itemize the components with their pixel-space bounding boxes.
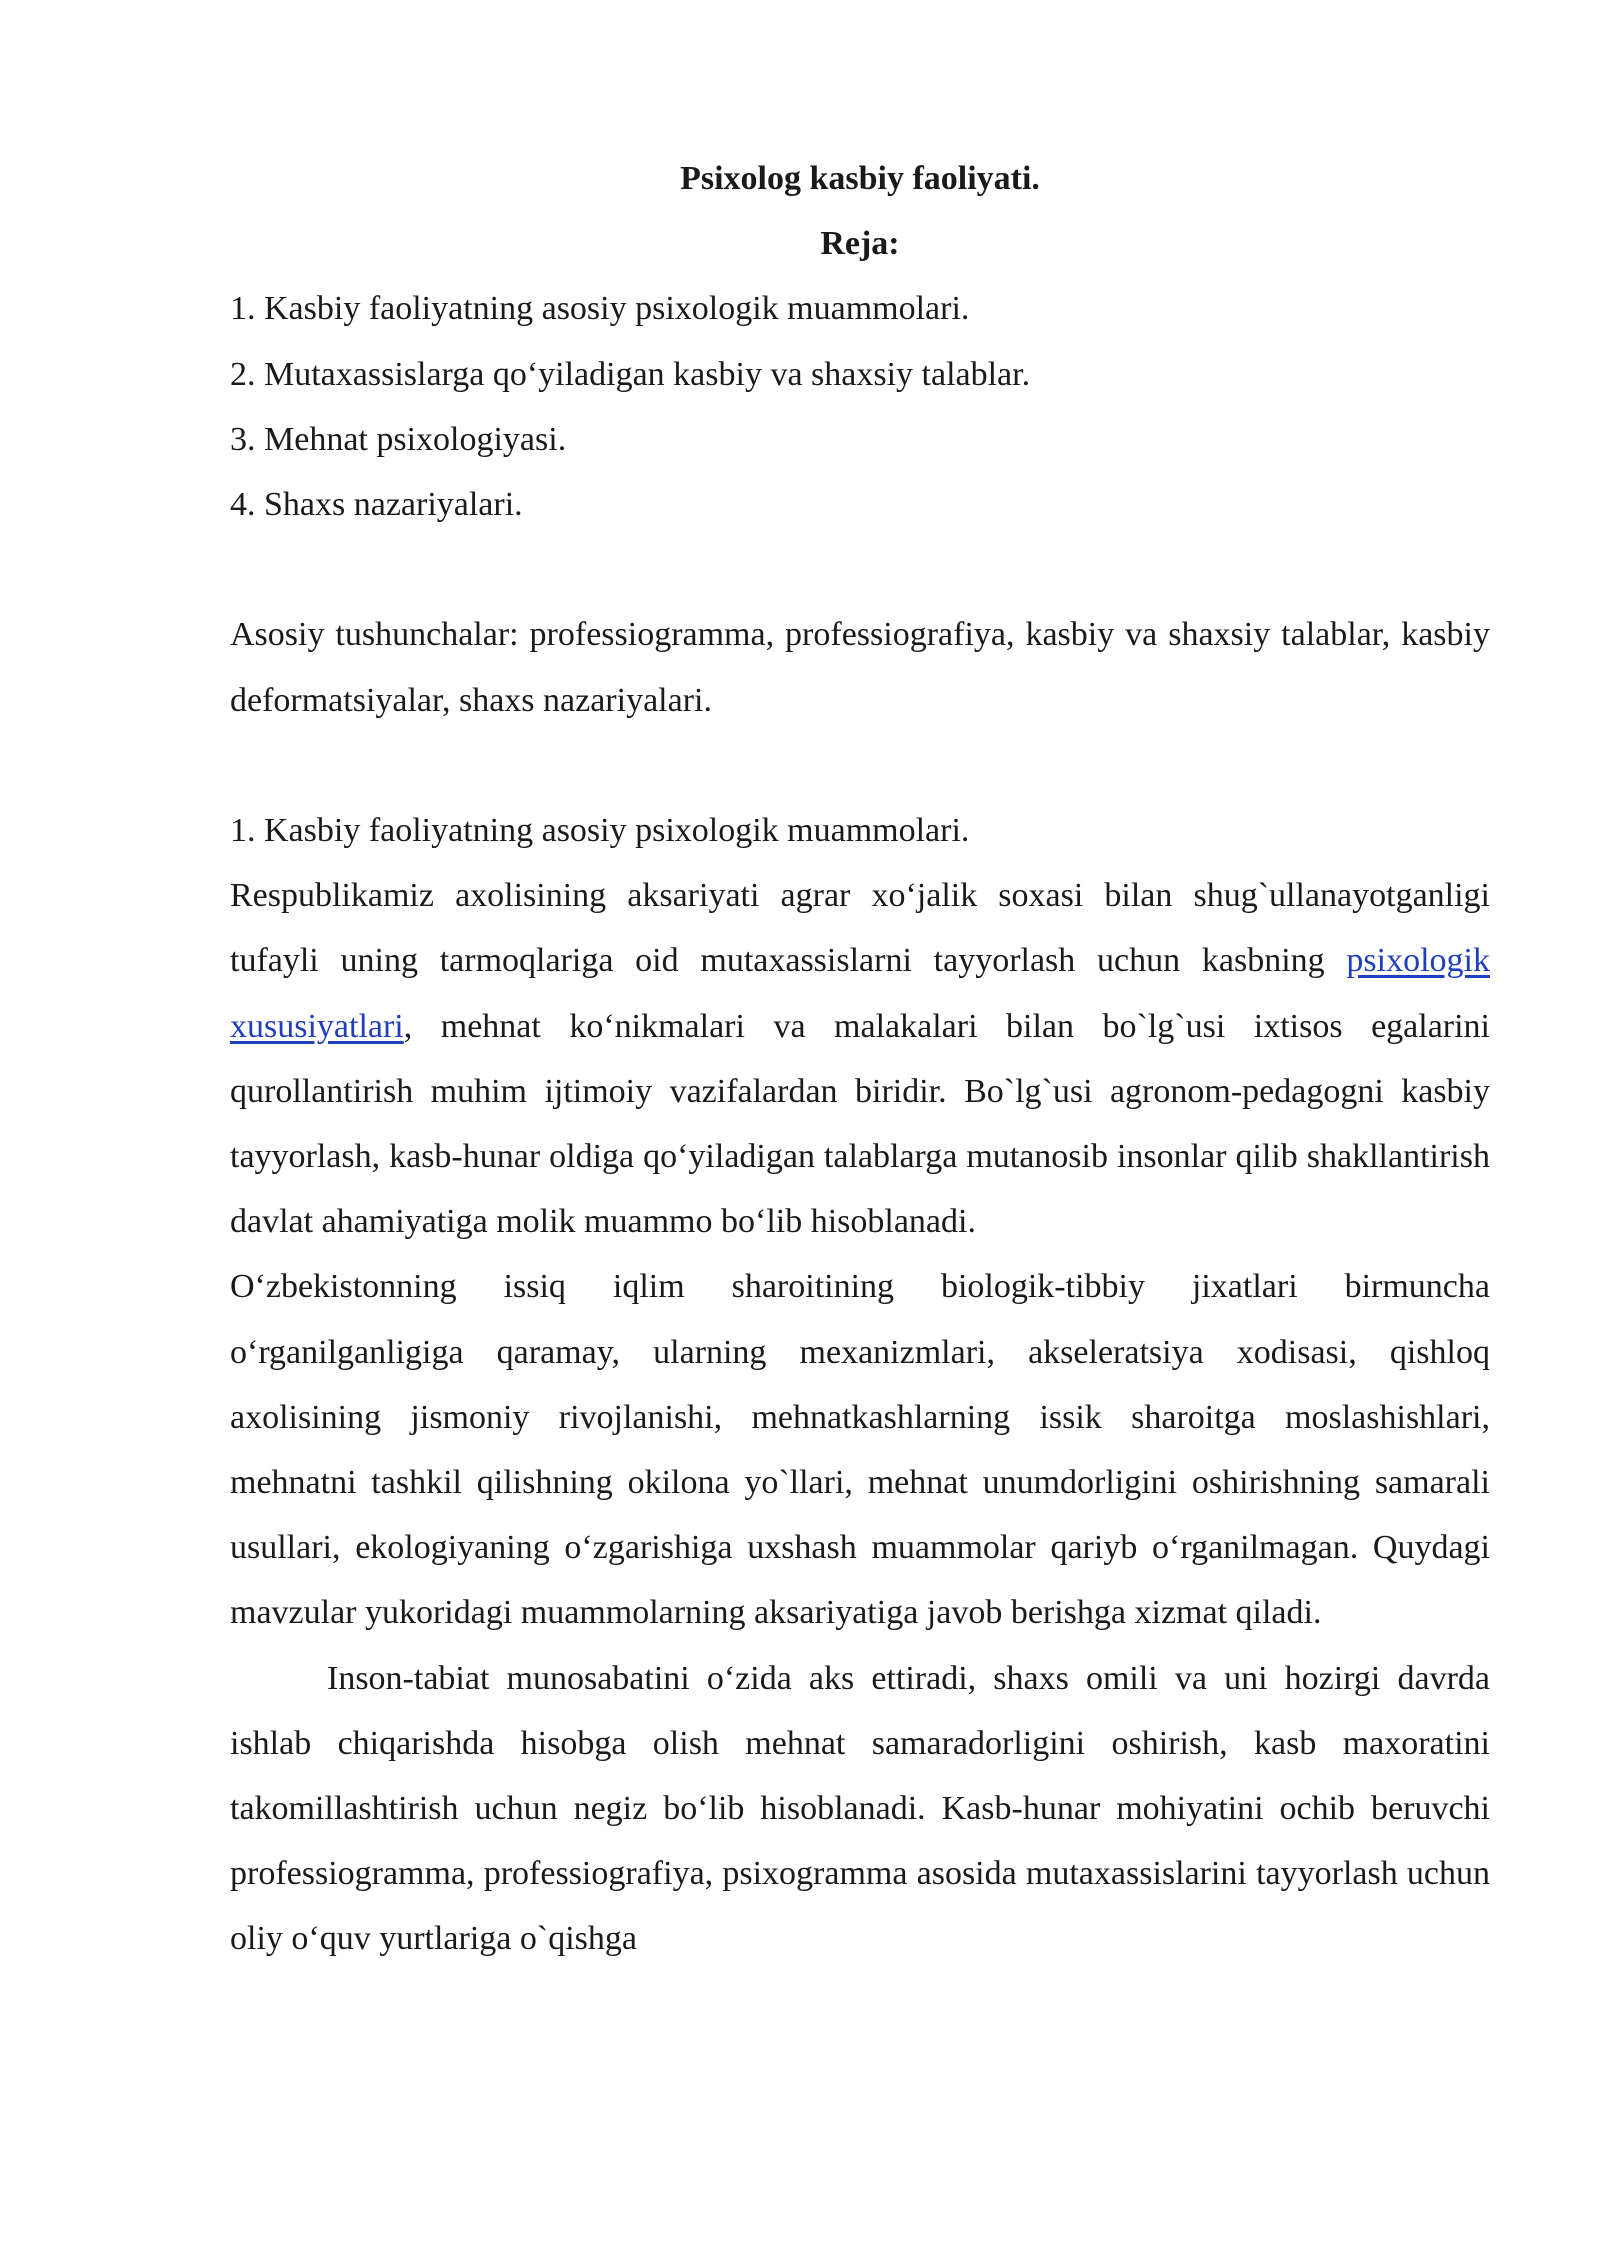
plan-heading: Reja: — [820, 225, 900, 263]
plan-item: 4. Shaxs nazariyalari. — [230, 486, 523, 524]
paragraph-1 — [230, 863, 1490, 1254]
paragraph-1-text-after-link: , mehnat ko‘nikmalari va malakalari bilan bo`lg`usi ixtisos egalarini qurollantirish muhim ijtimoiy vazifalardan biridir. Bo`lg`usi agronom-pedagogni kasbiy tayyorlash, kasb-hunar oldiga qo‘yiladigan talablarga mutanosib insonlar qilib shakllantirish davlat ahamiyatiga molik muammo bo‘lib hisoblanadi. — [230, 1007, 1490, 1241]
key-concepts: Asosiy tushunchalar: professiogramma, professiografiya, kasbiy va shaxsiy talablar, kasbiy deformatsiyalar, shaxs nazariyalari. — [230, 616, 1490, 719]
plan-item: 1. Kasbiy faoliyatning asosiy psixologik muammolari. — [230, 290, 970, 328]
paragraph-2: O‘zbekistonning issiq iqlim sharoitining biologik-tibbiy jixatlari birmuncha o‘rganilganligiga qaramay, ularning mexanizmlari, akseleratsiya xodisasi, qishloq axolisining jismoniy rivojlanishi, mehnatkashlarning issik sharoitga moslashishlari, mehnatni tashkil qilishning okilona yo`llari, mehnat unumdorligini oshirishning samarali usullari, ekologiyaning o‘zgarishiga uxshash muammolar qariyb o‘rganilmagan. Quydagi mavzular yukoridagi muammolarning aksariyatiga javob berishga xizmat qiladi. — [230, 1268, 1490, 1632]
document-body — [230, 146, 1490, 1972]
paragraph-1-text: Respublikamiz axolisining aksariyati agrar xo‘jalik soxasi bilan shug`ullanayotganligi tufayli uning tarmoqlariga oid mutaxassislarni tayyorlash uchun kasbning — [230, 877, 1490, 980]
spacer — [230, 733, 1490, 798]
spacer — [230, 537, 1490, 602]
plan-item: 2. Mutaxassislarga qo‘yiladigan kasbiy va shaxsiy talablar. — [230, 355, 1031, 393]
psixologik-xususiyatlari-link[interactable]: psixologik xususiyatlari — [230, 942, 1490, 1045]
paragraph-3: Inson-tabiat munosabatini o‘zida aks ettiradi, shaxs omili va uni hozirgi davrda ishlab chiqarishda hisobga olish mehnat samaradorligini oshirish, kasb maxoratini takomillashtirish uchun negiz bo‘lib hisoblanadi. Kasb-hunar mohiyatini ochib beruvchi professiogramma, professiografiya, psixogramma asosida mutaxassislarini tayyorlash uchun oliy o‘quv yurtlariga o`qishga — [230, 1659, 1490, 1958]
document-title: Psixolog kasbiy faoliyati. — [680, 160, 1040, 197]
plan-item: 3. Mehnat psixologiyasi. — [230, 420, 567, 458]
section-heading: 1. Kasbiy faoliyatning asosiy psixologik muammolari. — [230, 812, 970, 849]
